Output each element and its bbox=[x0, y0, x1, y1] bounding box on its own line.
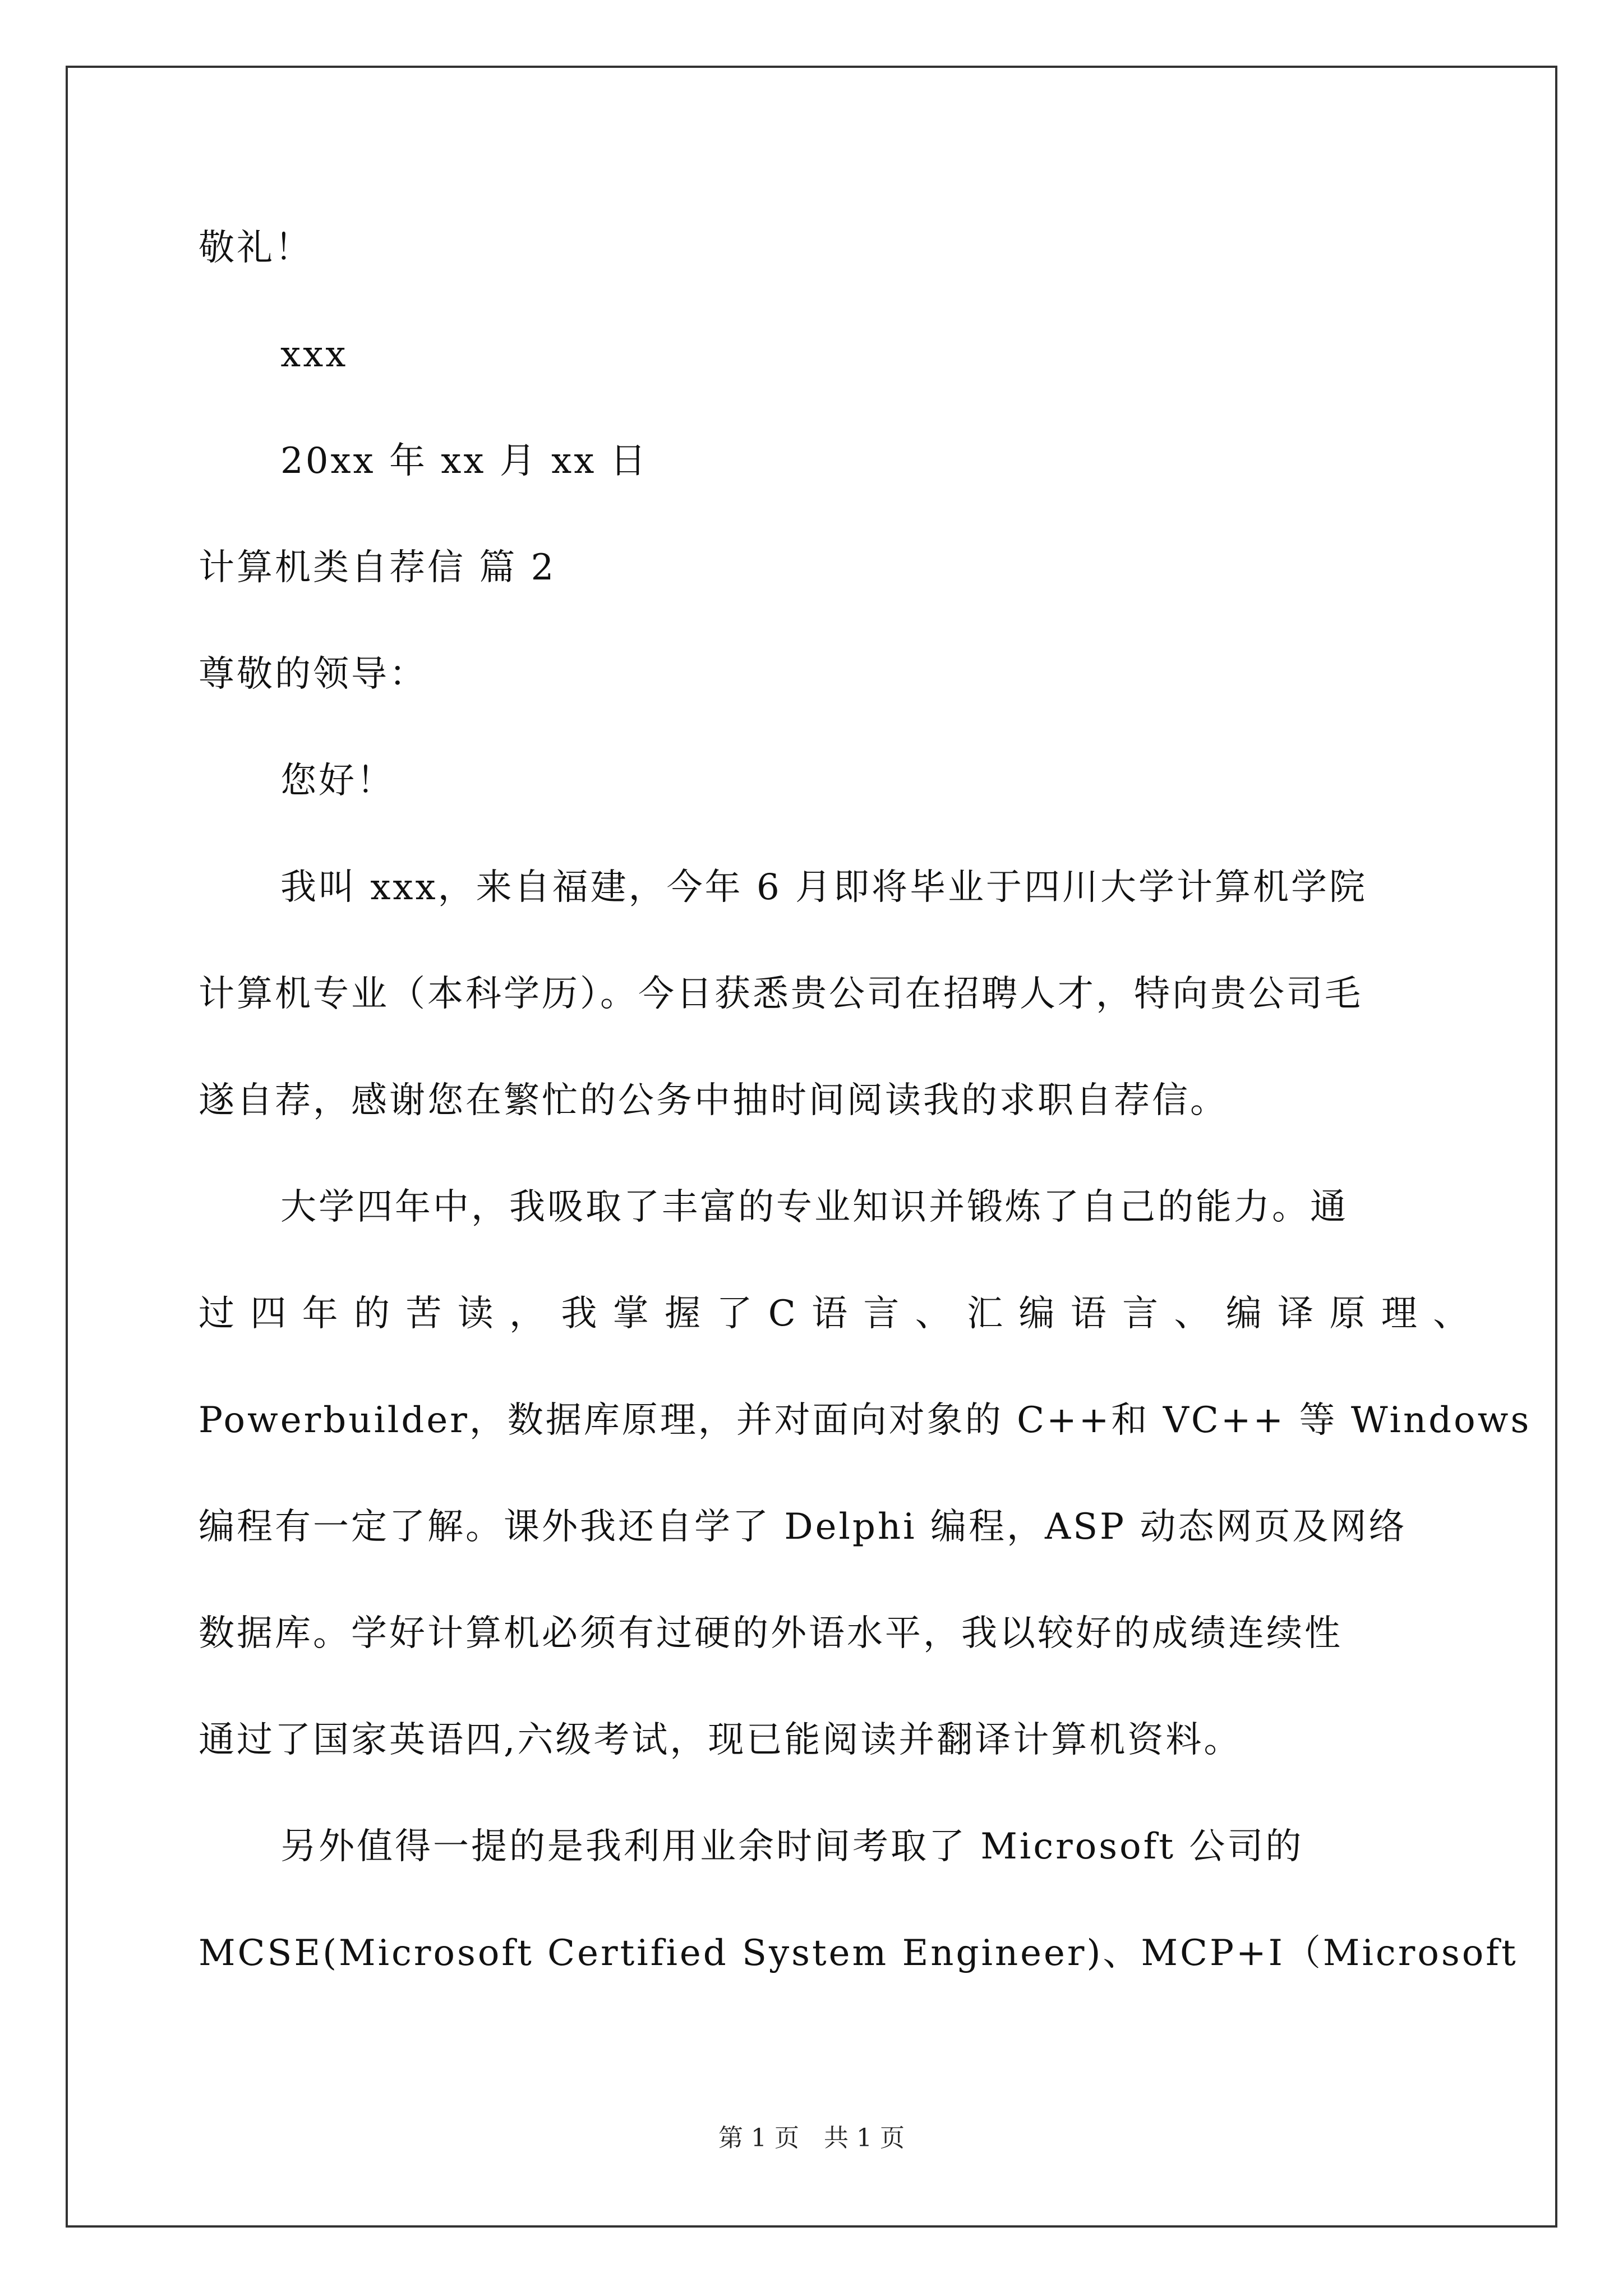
signature-date: 20xx 年 xx 月 xx 日 bbox=[280, 440, 648, 482]
page-border bbox=[66, 66, 1557, 2228]
paragraph-line: 过 四 年 的 苦 读 ， 我 掌 握 了 C 语 言 、 汇 编 语 言 、 编 译 原 理 、 bbox=[199, 1293, 1472, 1335]
paragraph-line: 数据库。学好计算机必须有过硬的外语水平，我以较好的成绩连续性 bbox=[199, 1613, 1343, 1654]
paragraph-line: Powerbuilder，数据库原理，并对面向对象的 C++和 VC++ 等 Windows bbox=[199, 1400, 1532, 1441]
paragraph-line: 大学四年中，我吸取了丰富的专业知识并锻炼了自己的能力。通 bbox=[280, 1186, 1348, 1228]
paragraph-line: 计算机专业（本科学历）。今日获悉贵公司在招聘人才，特向贵公司毛 bbox=[199, 973, 1363, 1015]
greeting-recipient: 尊敬的领导： bbox=[199, 654, 427, 695]
paragraph-line: MCSE(Microsoft Certified System Engineer)、MCP+I（Microsoft bbox=[199, 1932, 1518, 1974]
closing-salutation: 敬礼！ bbox=[199, 227, 313, 269]
paragraph-line: 我叫 xxx，来自福建，今年 6 月即将毕业于四川大学计算机学院 bbox=[280, 867, 1368, 908]
section-heading: 计算机类自荐信 篇 2 bbox=[199, 547, 556, 588]
paragraph-line: 通过了国家英语四,六级考试，现已能阅读并翻译计算机资料。 bbox=[199, 1719, 1242, 1761]
paragraph-line: 遂自荐，感谢您在繁忙的公务中抽时间阅读我的求职自荐信。 bbox=[199, 1080, 1228, 1121]
paragraph-line: 另外值得一提的是我利用业余时间考取了 Microsoft 公司的 bbox=[280, 1826, 1304, 1867]
greeting-hello: 您好！ bbox=[280, 760, 395, 802]
signature-name: xxx bbox=[280, 334, 348, 375]
paragraph-line: 编程有一定了解。课外我还自学了 Delphi 编程，ASP 动态网页及网络 bbox=[199, 1506, 1407, 1548]
page-number-footer: 第 1 页 共 1 页 bbox=[718, 2124, 905, 2152]
